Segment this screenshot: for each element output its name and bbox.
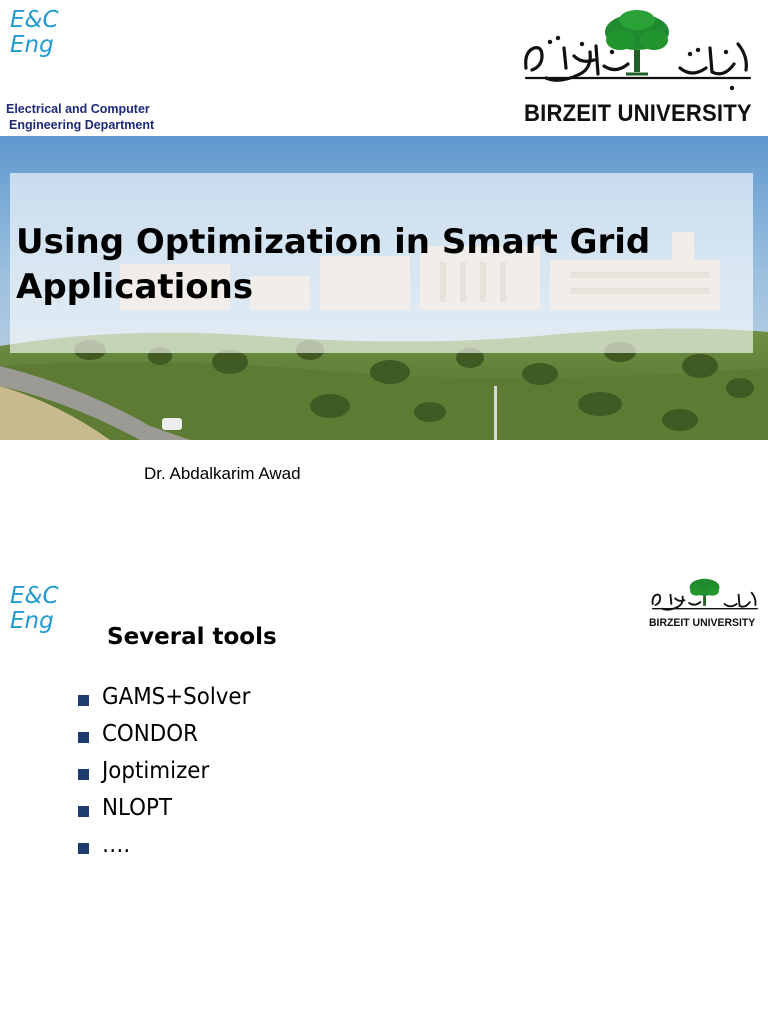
bullet-square-icon xyxy=(78,806,89,817)
bullet-text: CONDOR xyxy=(102,721,198,747)
bullet-text: NLOPT xyxy=(102,795,172,821)
title-line-2: Applications xyxy=(16,267,254,307)
university-name: BIRZEIT UNIVERSITY xyxy=(524,100,752,127)
bullet-text: …. xyxy=(102,832,131,858)
bullet-square-icon xyxy=(78,732,89,743)
department-line-1: Electrical and Computer xyxy=(6,102,150,116)
ec-eng-logo-slide2 xyxy=(10,584,59,634)
logo-line-1: E&C xyxy=(10,7,59,33)
birzeit-university-logo-small xyxy=(648,576,762,632)
bullet-text: GAMS+Solver xyxy=(102,684,251,710)
author-name: Dr. Abdalkarim Awad xyxy=(144,464,301,483)
university-name: BIRZEIT UNIVERSITY xyxy=(649,617,756,629)
title-line-1: Using Optimization in Smart Grid xyxy=(16,222,651,262)
logo-line-2: Eng xyxy=(10,31,54,58)
bullet-text: Joptimizer xyxy=(102,758,210,784)
department-name xyxy=(6,101,154,133)
bullet-square-icon xyxy=(78,695,89,706)
logo-line-2: Eng xyxy=(10,607,54,634)
ec-eng-logo xyxy=(10,8,59,58)
olive-tree-icon xyxy=(520,8,756,98)
slide-title xyxy=(16,220,736,310)
bullet-square-icon xyxy=(78,769,89,780)
birzeit-university-logo xyxy=(520,8,756,126)
logo-line-1: E&C xyxy=(10,583,59,609)
slide-heading: Several tools xyxy=(107,624,277,650)
bullet-square-icon xyxy=(78,843,89,854)
department-line-2: Engineering Department xyxy=(9,118,155,132)
olive-tree-icon xyxy=(648,576,762,618)
